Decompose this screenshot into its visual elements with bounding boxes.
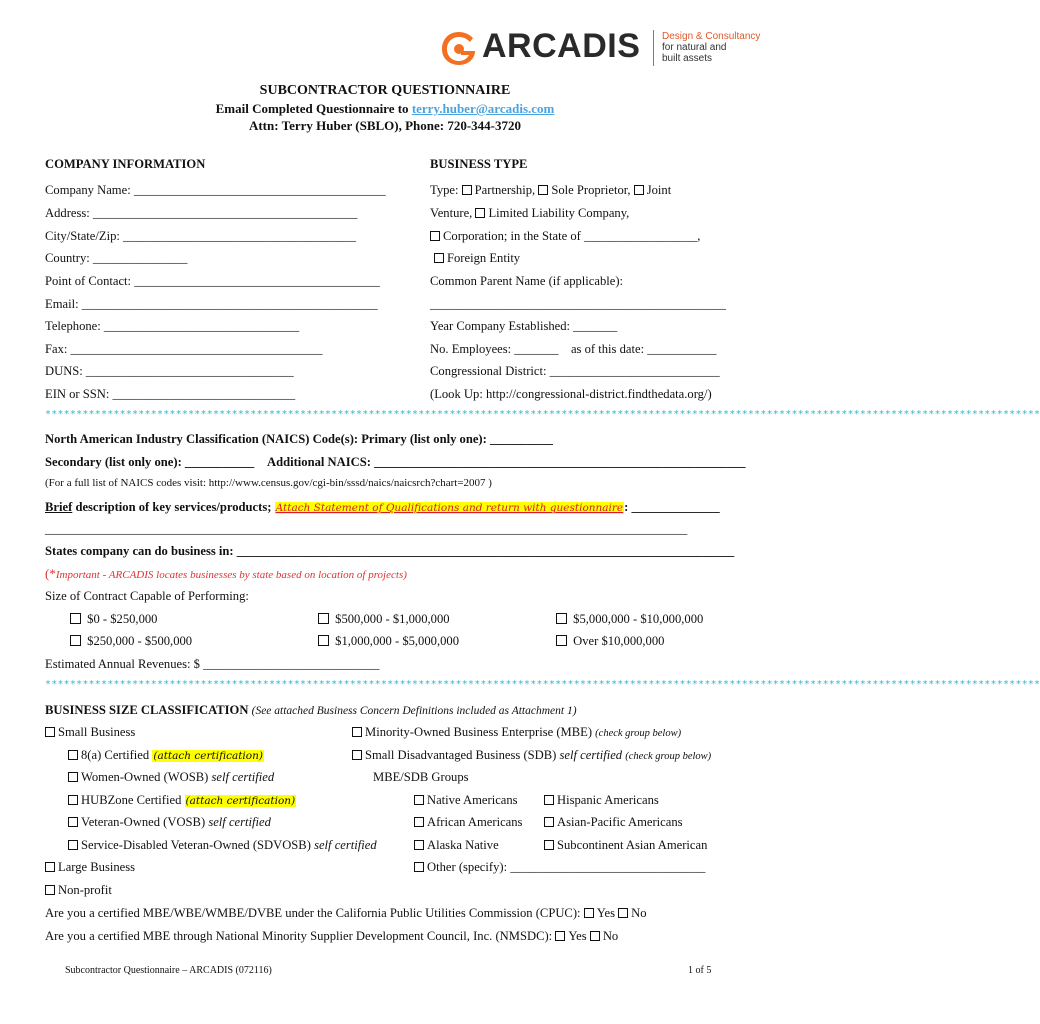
classification-heading: BUSINESS SIZE CLASSIFICATION — [45, 703, 249, 717]
large-business-row[interactable] — [45, 860, 135, 875]
company-heading: COMPANY INFORMATION — [45, 157, 206, 171]
sdb-label: Small Disadvantaged Business (SDB) — [365, 748, 557, 762]
email-field[interactable]: Email: _______________________________________________ — [45, 297, 378, 311]
nmsdc-question: Are you a certified MBE through National Minority Supplier Development Council, Inc. (NMSDC): — [45, 929, 553, 943]
sole-proprietor-checkbox[interactable] — [538, 185, 548, 195]
foreign-entity-row — [434, 251, 520, 266]
llc-label: Limited Liability Company, — [488, 206, 630, 220]
foreign-entity-label: Foreign Entity — [447, 251, 521, 265]
contract-checkbox-5[interactable] — [556, 635, 567, 646]
states-important-note — [45, 566, 407, 582]
company-name-field[interactable]: Company Name: ________________________________________ — [45, 183, 386, 197]
partnership-checkbox[interactable] — [462, 185, 472, 195]
important-text: Important - ARCADIS locates businesses by state based on location of projects) — [55, 569, 407, 581]
nmsdc-yes-label: Yes — [568, 929, 587, 943]
mbe-check-group-note: (check group below) — [595, 728, 682, 739]
employees-field[interactable]: No. Employees: _______ as of this date: ___________ — [430, 342, 717, 356]
contract-checkbox-0[interactable] — [70, 613, 81, 624]
email-line — [0, 101, 770, 117]
contract-option-5[interactable] — [556, 634, 664, 649]
attn-line: Attn: Terry Huber (SBLO), Phone: 720-344-3720 — [248, 118, 522, 133]
separator-2: **************************************************************************************************************************************************************** — [45, 679, 1040, 690]
ein-ssn-field[interactable]: EIN or SSN: _____________________________ — [45, 387, 296, 401]
parent-name-field[interactable]: _______________________________________________ — [430, 297, 726, 311]
alaska-native-label: Alaska Native — [427, 838, 499, 852]
contract-label-4: $1,000,000 - $5,000,000 — [335, 634, 459, 648]
important-star: (* — [45, 566, 56, 581]
native-americans-checkbox[interactable] — [414, 795, 424, 805]
states-row — [45, 544, 734, 559]
mbe-row[interactable] — [352, 725, 681, 740]
email-prefix: Email Completed Questionnaire to — [215, 101, 409, 116]
contract-label-2: $5,000,000 - $10,000,000 — [573, 612, 704, 626]
wosb-checkbox[interactable] — [68, 772, 78, 782]
tagline-line-2: for natural and — [662, 42, 727, 53]
contract-checkbox-1[interactable] — [318, 613, 329, 624]
naics-secondary-field[interactable]: Secondary (list only one): ___________ — [45, 455, 255, 469]
sdvosb-row[interactable] — [68, 838, 377, 853]
parent-name-label: Common Parent Name (if applicable): — [430, 274, 624, 288]
type-label: Type: — [430, 183, 459, 197]
cpuc-row — [45, 906, 647, 921]
separator-1: **************************************************************************************************************************************************************** — [45, 409, 1040, 420]
cpuc-question: Are you a certified MBE/WBE/WMBE/DVBE under the California Public Utilities Commission (CPUC): — [45, 906, 581, 920]
african-americans-label: African Americans — [427, 815, 523, 829]
other-group-label[interactable]: Other (specify): _______________________________ — [427, 860, 706, 874]
partnership-label: Partnership, — [474, 183, 536, 197]
mbe-sdb-groups-heading: MBE/SDB Groups — [373, 770, 469, 784]
naics-full-list-note: (For a full list of NAICS codes visit: http://www.census.gov/cgi-bin/sssd/naics/naicsrch?chart=2007 ) — [45, 477, 492, 489]
cpuc-no-checkbox[interactable] — [618, 908, 628, 918]
states-field[interactable]: _______________________________________________________________________________ — [236, 544, 735, 558]
sole-proprietor-label: Sole Proprietor, — [551, 183, 631, 197]
sdb-row[interactable] — [352, 748, 711, 763]
footer-page-number: 1 of 5 — [688, 965, 712, 976]
eight-a-row[interactable] — [68, 748, 264, 763]
hubzone-checkbox[interactable] — [68, 795, 78, 805]
business-type-row-1 — [430, 183, 671, 198]
foreign-entity-checkbox[interactable] — [434, 253, 444, 263]
contract-label-5: Over $10,000,000 — [573, 634, 665, 648]
tagline-line-3: built assets — [662, 53, 713, 64]
classification-heading-note: (See attached Business Concern Definitions included as Attachment 1) — [251, 705, 577, 717]
contract-label-3: $250,000 - $500,000 — [87, 634, 193, 648]
description-trail[interactable]: : ______________ — [624, 500, 720, 514]
country-field[interactable]: Country: _______________ — [45, 251, 188, 265]
vosb-self-certified: self certified — [208, 815, 271, 829]
hubzone-row[interactable] — [68, 793, 296, 808]
corporation-row — [430, 229, 700, 244]
attach-soq-highlight: Attach Statement of Qualifications and return with questionnaire — [275, 502, 624, 514]
sdb-self-certified: self certified — [559, 748, 623, 762]
footer-left: Subcontractor Questionnaire – ARCADIS (072116) — [65, 965, 272, 976]
email-link[interactable]: terry.huber@arcadis.com — [411, 101, 555, 116]
hubzone-label: HUBZone Certified — [81, 793, 182, 807]
sdvosb-checkbox[interactable] — [68, 840, 78, 850]
year-established-field[interactable]: Year Company Established: _______ — [430, 319, 618, 333]
contract-label-1: $500,000 - $1,000,000 — [335, 612, 450, 626]
page-title: SUBCONTRACTOR QUESTIONNAIRE — [259, 83, 511, 98]
subcontinent-asian-checkbox[interactable] — [544, 840, 554, 850]
point-of-contact-field[interactable]: Point of Contact: _______________________________________ — [45, 274, 380, 288]
sdb-checkbox[interactable] — [352, 750, 362, 760]
address-field[interactable]: Address: __________________________________________ — [45, 206, 358, 220]
wosb-label: Women-Owned (WOSB) — [81, 770, 209, 784]
cpuc-no-label: No — [631, 906, 647, 920]
asian-pacific-row[interactable] — [544, 815, 683, 830]
nonprofit-label: Non-profit — [58, 883, 112, 897]
cpuc-yes-checkbox[interactable] — [584, 908, 594, 918]
contract-checkbox-2[interactable] — [556, 613, 567, 624]
business-type-heading: BUSINESS TYPE — [430, 157, 528, 171]
description-label: description of key services/products; — [75, 500, 272, 514]
business-type-row-2 — [430, 206, 629, 221]
sdb-check-group-note: (check group below) — [625, 751, 712, 762]
subcontinent-asian-row[interactable] — [544, 838, 707, 853]
nmsdc-no-label: No — [602, 929, 619, 943]
hispanic-americans-label: Hispanic Americans — [557, 793, 659, 807]
logo-tagline — [662, 31, 760, 64]
african-americans-checkbox[interactable] — [414, 817, 424, 827]
logo-divider — [653, 30, 654, 66]
small-business-label: Small Business — [58, 725, 136, 739]
description-row — [45, 500, 720, 515]
contract-option-0[interactable] — [70, 612, 157, 627]
eight-a-checkbox[interactable] — [68, 750, 78, 760]
corporation-checkbox[interactable] — [430, 231, 440, 241]
eight-a-label: 8(a) Certified — [81, 748, 150, 762]
native-americans-row[interactable] — [414, 793, 518, 808]
arcadis-swirl-icon — [440, 29, 478, 67]
native-americans-label: Native Americans — [427, 793, 518, 807]
duns-field[interactable]: DUNS: _________________________________ — [45, 364, 294, 378]
hubzone-attach-highlight: (attach certification) — [185, 795, 296, 807]
vosb-label: Veteran-Owned (VOSB) — [81, 815, 206, 829]
hispanic-americans-checkbox[interactable] — [544, 795, 554, 805]
district-lookup-note: (Look Up: http://congressional-district.findthedata.org/) — [430, 387, 712, 401]
joint-label: Joint — [646, 183, 672, 197]
other-group-checkbox[interactable] — [414, 862, 424, 872]
sdvosb-self-certified: self certified — [314, 838, 377, 852]
asian-pacific-label: Asian-Pacific Americans — [557, 815, 683, 829]
telephone-field[interactable]: Telephone: _______________________________ — [45, 319, 300, 333]
small-business-row[interactable] — [45, 725, 135, 740]
brief-label: Brief — [45, 500, 73, 514]
nmsdc-yes-checkbox[interactable] — [555, 931, 565, 941]
sdvosb-label: Service-Disabled Veteran-Owned (SDVOSB) — [81, 838, 311, 852]
arcadis-logo — [440, 26, 761, 72]
description-line[interactable]: ______________________________________________________________________________________________________ — [45, 522, 688, 536]
tagline-line-1: Design & Consultancy — [662, 31, 761, 42]
corporation-label[interactable]: Corporation; in the State of __________________, — [443, 229, 701, 243]
vosb-checkbox[interactable] — [68, 817, 78, 827]
hispanic-americans-row[interactable] — [544, 793, 659, 808]
cpuc-yes-label: Yes — [596, 906, 616, 920]
venture-label: Venture, — [430, 206, 473, 220]
contract-checkbox-3[interactable] — [70, 635, 81, 646]
contract-option-2[interactable] — [556, 612, 703, 627]
classification-heading-row — [45, 703, 577, 718]
fax-field[interactable]: Fax: ________________________________________ — [45, 342, 323, 356]
llc-checkbox[interactable] — [475, 208, 485, 218]
small-business-checkbox[interactable] — [45, 727, 55, 737]
alaska-native-row[interactable] — [414, 838, 499, 853]
city-state-zip-field[interactable]: City/State/Zip: _____________________________________ — [45, 229, 356, 243]
nmsdc-no-checkbox[interactable] — [590, 931, 600, 941]
wosb-row[interactable] — [68, 770, 274, 785]
nonprofit-row[interactable] — [45, 883, 112, 898]
contract-size-label: Size of Contract Capable of Performing: — [45, 589, 249, 603]
contract-option-3[interactable] — [70, 634, 192, 649]
contract-option-1[interactable] — [318, 612, 450, 627]
annual-revenue-field[interactable]: Estimated Annual Revenues: $ ____________________________ — [45, 657, 380, 671]
contract-checkbox-4[interactable] — [318, 635, 329, 646]
other-group-row[interactable] — [414, 860, 705, 875]
logo-wordmark: ARCADIS — [482, 27, 641, 65]
large-business-checkbox[interactable] — [45, 862, 55, 872]
vosb-row[interactable] — [68, 815, 271, 830]
african-americans-row[interactable] — [414, 815, 522, 830]
nmsdc-row — [45, 929, 618, 944]
states-label: States company can do business in: — [45, 544, 234, 558]
subcontinent-asian-label: Subcontinent Asian American — [557, 838, 708, 852]
nonprofit-checkbox[interactable] — [45, 885, 55, 895]
naics-additional-field[interactable]: Additional NAICS: ___________________________________________________________ — [267, 455, 746, 469]
alaska-native-checkbox[interactable] — [414, 840, 424, 850]
eight-a-attach-highlight: (attach certification) — [153, 750, 263, 762]
mbe-checkbox[interactable] — [352, 727, 362, 737]
naics-primary-field[interactable]: North American Industry Classification (NAICS) Code(s): Primary (list only one): __________ — [45, 432, 553, 446]
mbe-label: Minority-Owned Business Enterprise (MBE) — [365, 725, 593, 739]
large-business-label: Large Business — [58, 860, 136, 874]
joint-venture-checkbox[interactable] — [634, 185, 644, 195]
wosb-self-certified: self certified — [211, 770, 275, 784]
contract-option-4[interactable] — [318, 634, 459, 649]
asian-pacific-checkbox[interactable] — [544, 817, 554, 827]
congressional-district-field[interactable]: Congressional District: ___________________________ — [430, 364, 720, 378]
contract-label-0: $0 - $250,000 — [87, 612, 158, 626]
